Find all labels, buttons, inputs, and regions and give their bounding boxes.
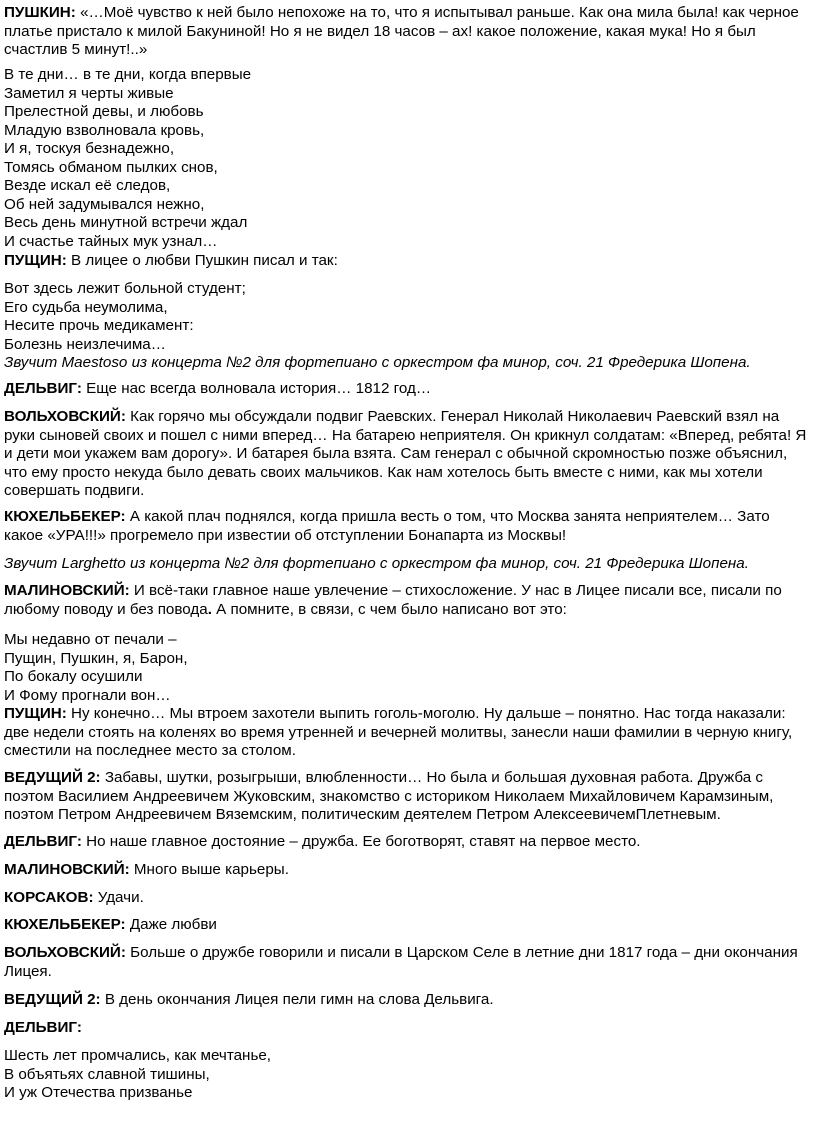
poem-line: Прелестной девы, и любовь [4,103,204,120]
speaker-name: ДЕЛЬВИГ: [4,833,82,850]
speaker-name: ДЕЛЬВИГ: [4,380,82,397]
replica-text: Больше о дружбе говорили и писали в Царском Селе в летние дни 1817 года – дни окончания Лицея. [4,944,798,980]
music-cue-maestoso: Звучит Maestoso из концерта №2 для фортепиано с оркестром фа минор, соч. 21 Фредерика Шопена. [4,354,751,371]
poem-line: Весь день минутной встречи ждал [4,214,248,231]
poem-line: Младую взволновала кровь, [4,121,205,139]
volkhovsky-replica-2 [4,944,812,981]
speaker-name: ВОЛЬХОВСКИЙ: [4,944,126,961]
malinovsky-replica-2 [4,861,812,880]
speaker-name: МАЛИНОВСКИЙ: [4,861,130,878]
speaker-name: ПУЩИН: [4,252,67,269]
music-title: Larghetto [61,555,126,572]
delvig-replica-3 [4,1019,812,1038]
music-cue-larghetto: Звучит Larghetto из концерта №2 для фортепиано с оркестром фа минор, соч. 21 Фредерика Шопена. [4,555,749,572]
poem-line: В объятьях славной тишины, [4,1065,210,1083]
korsakov-replica [4,889,812,908]
host2-replica [4,769,812,825]
poem-line: Несите прочь медикамент: [4,317,194,334]
poem-line: В те дни… в те дни, когда впервые [4,66,252,83]
speaker-name: КЮХЕЛЬБЕКЕР: [4,916,126,933]
kuchelbecker-replica [4,508,812,545]
volkhovsky-replica [4,408,812,501]
kuchelbecker-replica-2 [4,916,812,935]
replica-text: Еще нас всегда волновала история… 1812 год… [81,380,432,397]
speaker-name: ВЕДУЩИЙ 2: [4,769,101,786]
delvig-replica-2 [4,833,812,852]
replica-text: Много выше карьеры. [129,861,289,878]
speaker-name: ПУШКИН: [4,4,76,21]
replica-text: Забавы, шутки, розыгрыши, влюбленности… Но была и большая духовная работа. Дружба с поэтом Василием Андреевичем Жуковским, знакомство с историком Николаем Михайловичем Карамзиным, поэтом Петром Андреевичем Вяземским, политическим деятелем Петром АлексеевичемПлетневым. [4,769,774,823]
poem-student [4,280,812,354]
speaker-name: КЮХЕЛЬБЕКЕР: [4,508,126,525]
speaker-name: ПУЩИН: [4,705,67,722]
poem-line: Его судьба неумолима, [4,298,168,316]
replica-text: В лицее о любви Пушкин писал и так: [66,252,338,269]
poem-line: Пущин, Пушкин, я, Барон, [4,649,188,667]
poem-line: Заметил я черты живые [4,84,174,102]
replica-text: Как горячо мы обсуждали подвиг Раевских. Генерал Николай Николаевич Раевский взял на руки сыновей своих и пошел с ними вперед… На батарею неприятеля. Он крикнул солдатам: «Вперед, ребята! Я и дети мои укажем вам дорогу». И батарея была взята. Сам генерал с обычной скромностью позже объяснил, что ему просто некуда было девать своих мальчиков. Как нам хотелось быть вместе с ними, как мы хотели совершать подвиги. [4,408,807,499]
pushchin-replica-2 [4,705,812,761]
speaker-name: ДЕЛЬВИГ: [4,1019,82,1036]
poem-first-love [4,66,812,251]
speaker-name: ВОЛЬХОВСКИЙ: [4,408,126,425]
pushchin-replica [4,252,812,271]
poem-line: И счастье тайных мук узнал… [4,232,218,250]
music-title: Maestoso [61,354,128,371]
poem-line: Томясь обманом пылких снов, [4,158,218,176]
replica-text: Но наше главное достояние – дружба. Ее боготворят, ставят на первое место. [81,833,641,850]
poem-line: Шесть лет промчались, как мечтанье, [4,1047,272,1064]
speaker-name: МАЛИНОВСКИЙ: [4,582,130,599]
malinovsky-replica: МАЛИНОВСКИЙ: И всё-таки главное наше увлечение – стихосложение. У нас в Лицее писали все, писали по любому поводу и без повода. А помните, в связи, с чем было написано вот это: [4,582,782,618]
speaker-name: КОРСАКОВ: [4,889,94,906]
replica-text: В день окончания Лицея пели гимн на слова Дельвига. [100,991,494,1008]
poem-line: И Фому прогнали вон… [4,686,171,704]
delvig-replica [4,380,812,399]
speaker-name: ВЕДУЩИЙ 2: [4,991,101,1008]
replica-text: А какой плач поднялся, когда пришла весть о том, что Москва занята неприятелем… Зато какое «УРА!!!» прогремело при известии об отступлении Бонапарта из Москвы! [4,508,770,544]
poem-line: Болезнь неизлечима… [4,335,166,353]
host2-replica-2 [4,991,812,1010]
poem-line: Об ней задумывался нежно, [4,195,205,213]
poem-line: По бокалу осушили [4,668,143,685]
pushkin-replica [4,4,812,60]
poem-anthem [4,1047,812,1103]
replica-text: Даже любви [125,916,217,933]
replica-text: «…Моё чувство к ней было непохоже на то, что я испытывал раньше. Как она мила была! как черное платье пристало к милой Бакуниной! Но я не видел 18 часов – ах! какое положение, какая мука! Но я был счастлив 5 минут!..» [4,4,799,58]
replica-text: И всё-таки главное наше увлечение – стихосложение. У нас в Лицее писали все, писали по любому поводу и без повода [4,582,782,618]
poem-gogol-mogol [4,631,812,705]
replica-text: Ну конечно… Мы втроем захотели выпить гоголь-моголю. Ну дальше – понятно. Нас тогда наказали: две недели стоять на коленях во время утренней и вечерней молитвы, занесли наши фамилии в черную книгу, сместили на последнее место за столом. [4,705,793,759]
replica-text: Удачи. [93,889,144,906]
poem-line: И я, тоскуя безнадежно, [4,140,175,157]
poem-line: Везде искал её следов, [4,177,171,194]
poem-line: Вот здесь лежит больной студент; [4,280,246,297]
poem-line: И уж Отечества призванье [4,1084,193,1101]
poem-line: Мы недавно от печали – [4,631,177,648]
